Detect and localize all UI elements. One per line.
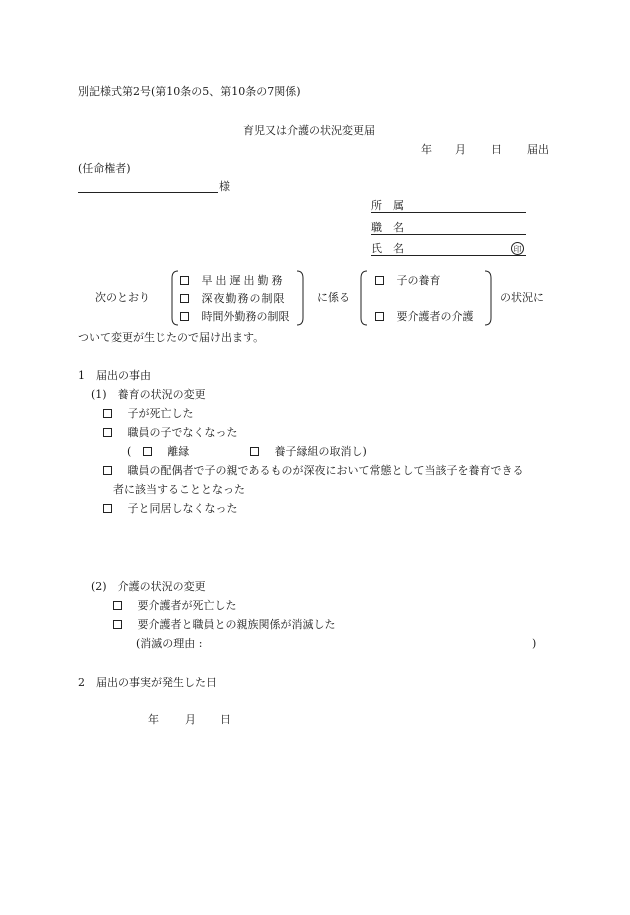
form-title: 育児又は介護の状況変更届 bbox=[243, 124, 375, 137]
statement-lead: 次のとおり bbox=[95, 291, 150, 304]
item-divorce-row bbox=[127, 445, 189, 459]
date-day-label: 日 bbox=[491, 143, 502, 156]
reason-close: ) bbox=[532, 637, 537, 650]
item-divorce-label: 離縁 bbox=[167, 445, 190, 458]
item-child-died[interactable] bbox=[103, 407, 194, 421]
item-not-child-label: 職員の子でなくなった bbox=[127, 426, 238, 439]
occurrence-day-label: 日 bbox=[220, 713, 231, 726]
item-spouse[interactable] bbox=[103, 464, 524, 478]
checkbox-spouse[interactable] bbox=[103, 466, 112, 475]
section1-sub1-heading: (1) 養育の状況の変更 bbox=[91, 388, 206, 401]
item-relation-ended-label: 要介護者と職員との親族関係が消滅した bbox=[137, 618, 336, 631]
name-label: 氏 名 bbox=[371, 242, 404, 255]
checkbox-relation-ended[interactable] bbox=[113, 620, 122, 629]
care-option-nursing[interactable] bbox=[375, 310, 474, 324]
item-care-died-label: 要介護者が死亡した bbox=[137, 599, 237, 612]
date-month-label: 月 bbox=[455, 143, 466, 156]
work-option-early-late[interactable] bbox=[180, 274, 286, 288]
work-option-early-late-label: 早出遅出勤務 bbox=[201, 274, 286, 287]
section2-heading: 2 届出の事実が発生した日 bbox=[78, 676, 217, 689]
reason-label: (消滅の理由 : bbox=[136, 637, 203, 650]
work-left-bracket bbox=[170, 270, 179, 326]
care-left-bracket bbox=[359, 270, 368, 326]
care-option-child-label: 子の養育 bbox=[396, 274, 441, 287]
occurrence-year-label: 年 bbox=[148, 713, 159, 726]
item-spouse-label-line1: 職員の配偶者で子の親であるものが深夜において常態として当該子を養育できる bbox=[127, 464, 524, 477]
item-adoption-dissolved[interactable] bbox=[250, 445, 367, 459]
affiliation-label: 所 属 bbox=[371, 199, 404, 212]
work-option-late-night-label: 深夜勤務の制限 bbox=[201, 292, 286, 305]
position-line bbox=[371, 234, 526, 235]
checkbox-divorce[interactable] bbox=[143, 447, 152, 456]
checkbox-child-rearing[interactable] bbox=[375, 276, 384, 285]
recipient-honorific: 様 bbox=[219, 180, 230, 193]
checkbox-adoption-dissolved[interactable] bbox=[250, 447, 259, 456]
item-adoption-dissolved-label: 養子縁組の取消し) bbox=[274, 445, 367, 458]
item-not-child[interactable] bbox=[103, 426, 238, 440]
work-option-overtime[interactable] bbox=[180, 310, 290, 324]
checkbox-late-night[interactable] bbox=[180, 294, 189, 303]
checkbox-care-died[interactable] bbox=[113, 601, 122, 610]
statement-tail: の状況に bbox=[500, 291, 544, 304]
section1-sub2-heading: (2) 介護の状況の変更 bbox=[91, 580, 206, 593]
care-option-child[interactable] bbox=[375, 274, 441, 288]
item-not-living[interactable] bbox=[103, 502, 238, 516]
appointing-authority-label: (任命権者) bbox=[78, 162, 131, 175]
position-label: 職 名 bbox=[371, 221, 404, 234]
work-option-overtime-label: 時間外勤務の制限 bbox=[201, 310, 290, 323]
seal-mark: 印 bbox=[511, 242, 524, 255]
checkbox-early-late[interactable] bbox=[180, 276, 189, 285]
item-care-died[interactable] bbox=[113, 599, 237, 613]
name-line bbox=[371, 255, 526, 256]
statement-continuation: ついて変更が生じたので届け出ます。 bbox=[78, 331, 265, 344]
recipient-name-line bbox=[78, 192, 218, 193]
item-not-living-label: 子と同居しなくなった bbox=[127, 502, 238, 515]
item-spouse-label-line2: 者に該当することとなった bbox=[113, 483, 245, 496]
section1-heading: 1 届出の事由 bbox=[78, 369, 151, 382]
item-relation-ended[interactable] bbox=[113, 618, 336, 632]
checkbox-not-child[interactable] bbox=[103, 428, 112, 437]
checkbox-child-died[interactable] bbox=[103, 409, 112, 418]
checkbox-not-living[interactable] bbox=[103, 504, 112, 513]
work-right-bracket bbox=[296, 270, 305, 326]
item-child-died-label: 子が死亡した bbox=[127, 407, 194, 420]
occurrence-month-label: 月 bbox=[185, 713, 196, 726]
date-year-label: 年 bbox=[421, 143, 432, 156]
date-submit-label: 届出 bbox=[527, 143, 549, 156]
checkbox-overtime[interactable] bbox=[180, 312, 189, 321]
care-right-bracket bbox=[484, 270, 493, 326]
care-option-nursing-label: 要介護者の介護 bbox=[396, 310, 474, 323]
form-reference: 別記様式第2号(第10条の5、第10条の7関係) bbox=[78, 85, 301, 98]
work-option-late-night[interactable] bbox=[180, 292, 286, 306]
statement-connector: に係る bbox=[317, 291, 350, 304]
paren-open: ( bbox=[127, 445, 132, 458]
checkbox-nursing-care[interactable] bbox=[375, 312, 384, 321]
affiliation-line bbox=[371, 212, 526, 213]
